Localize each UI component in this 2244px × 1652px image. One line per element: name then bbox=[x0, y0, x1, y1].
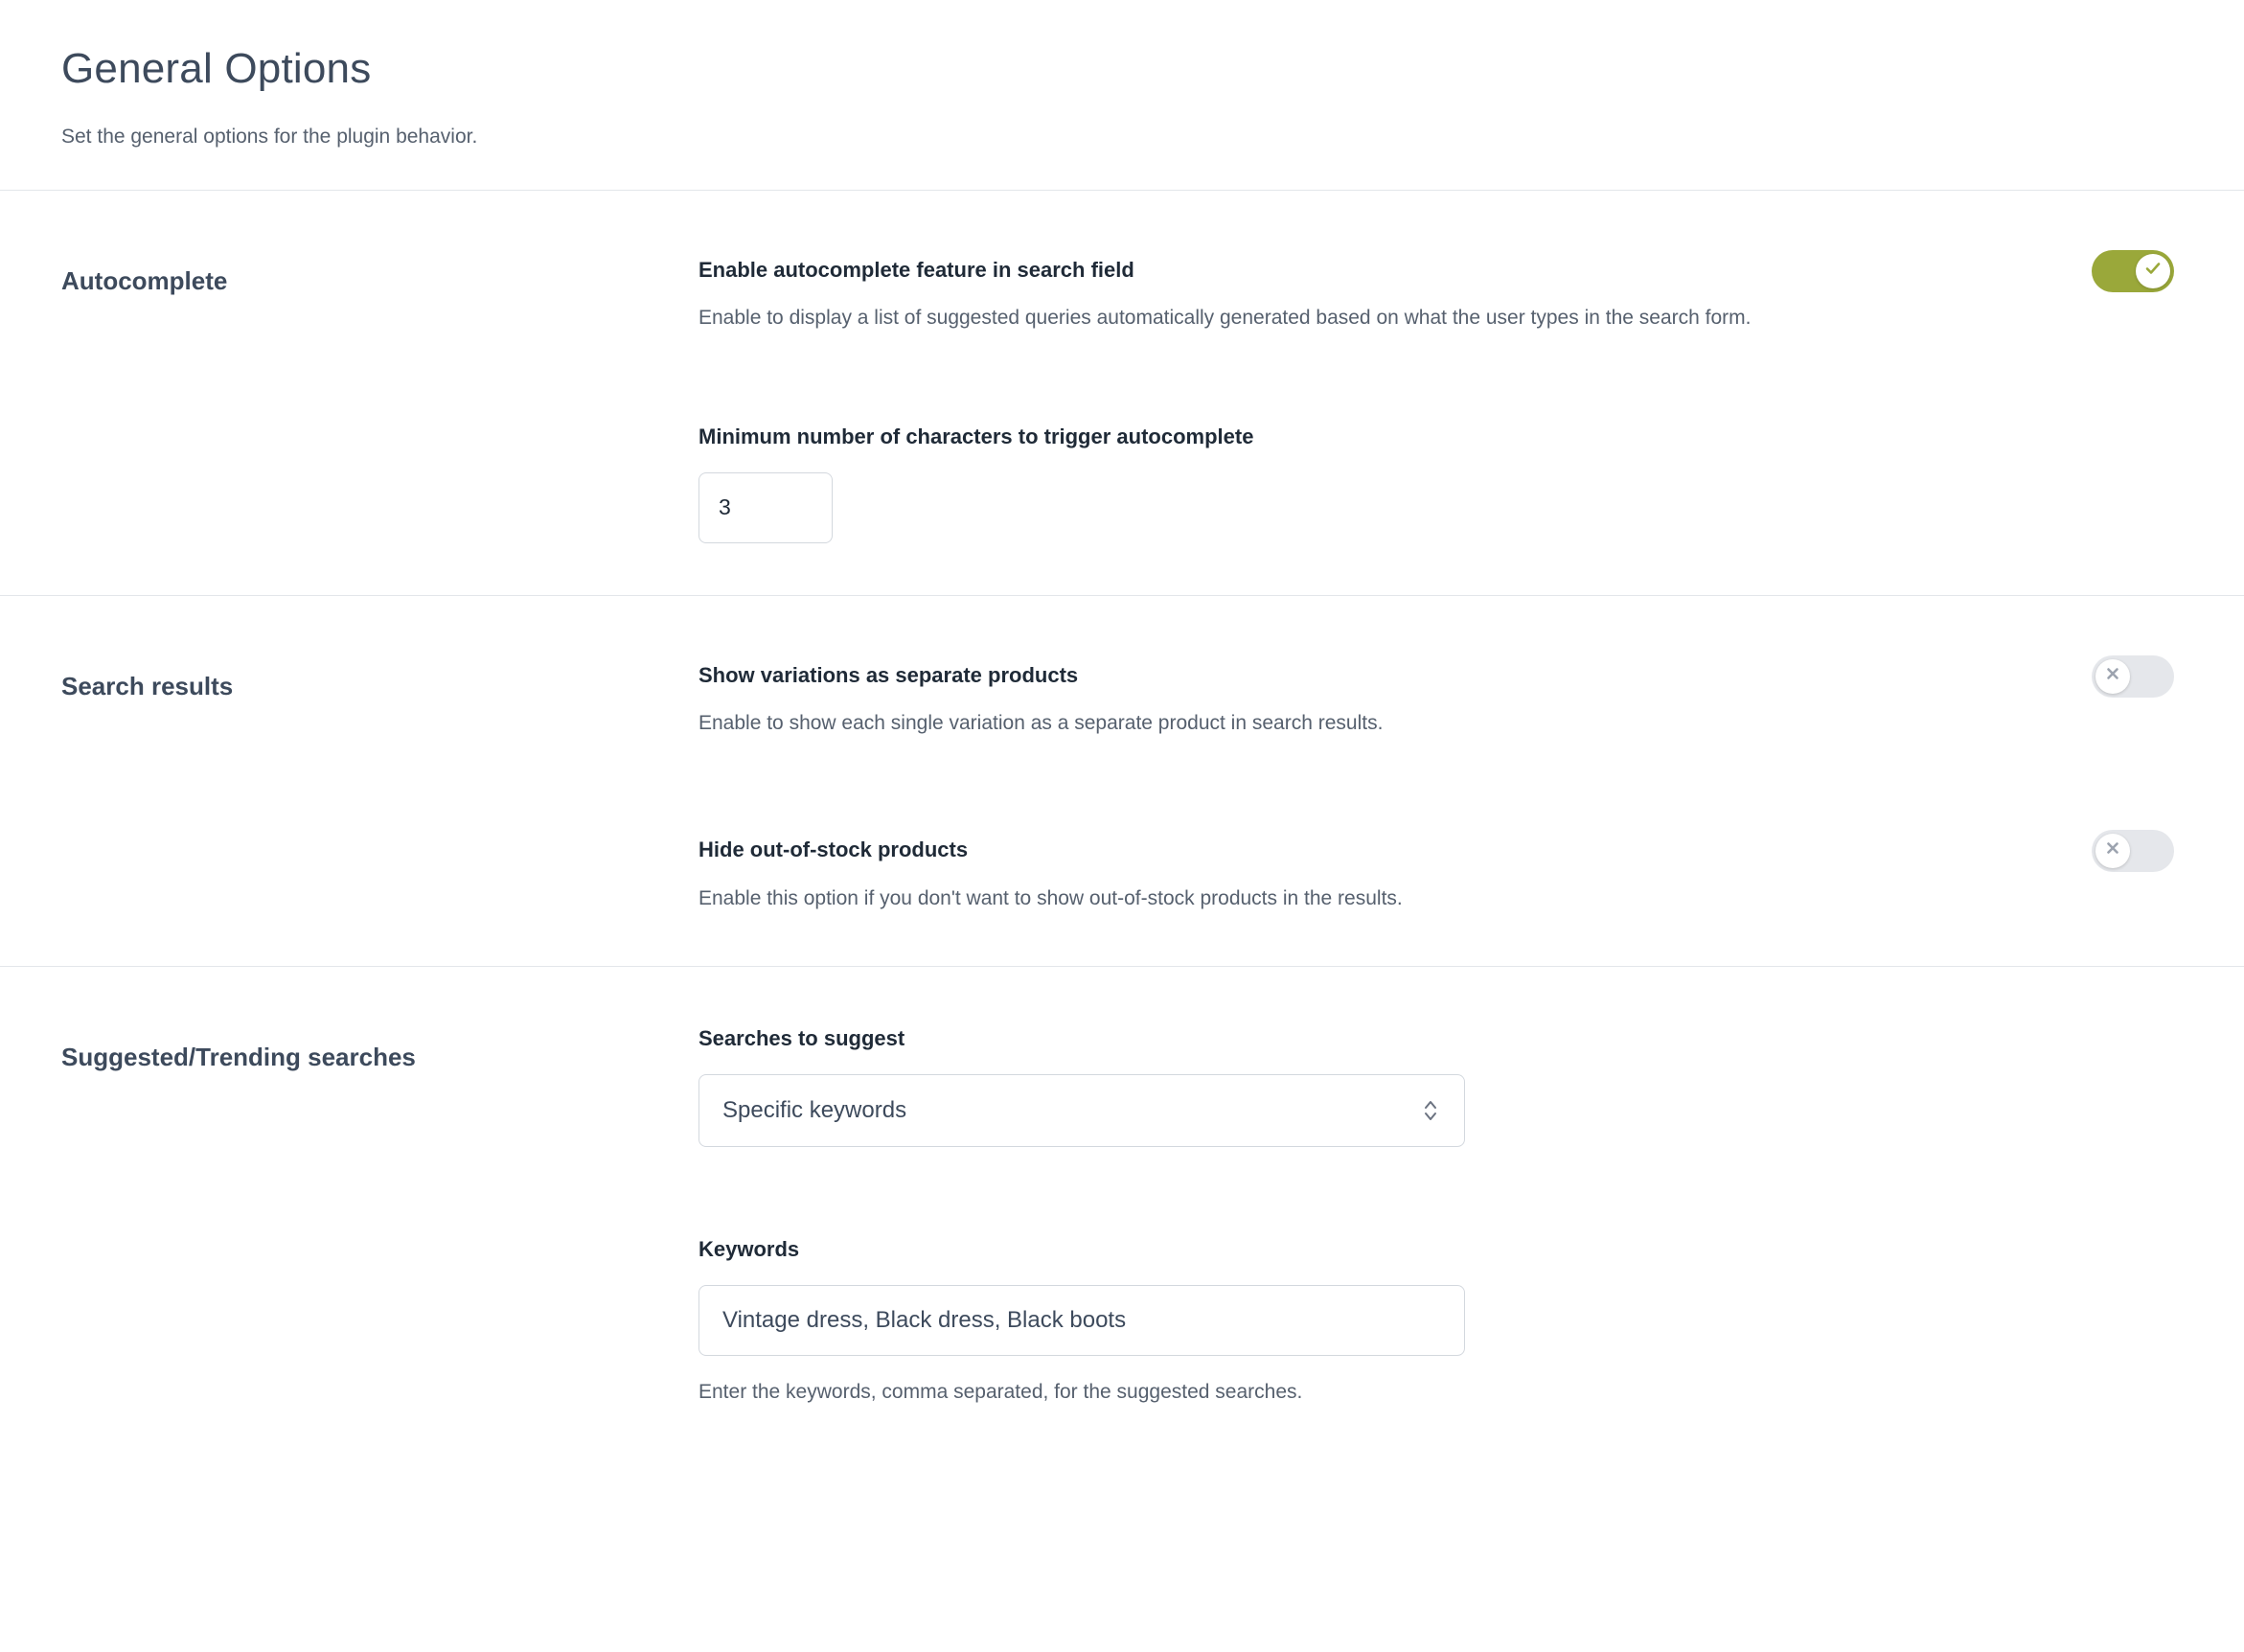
toggle-show-variations[interactable] bbox=[2092, 655, 2174, 698]
min-characters-input[interactable] bbox=[698, 472, 833, 543]
field-min-characters bbox=[698, 423, 2174, 543]
field-searches-to-suggest bbox=[698, 1024, 2174, 1147]
section-title-autocomplete: Autocomplete bbox=[61, 265, 228, 295]
field-show-variations bbox=[698, 654, 2174, 740]
field-keywords bbox=[698, 1235, 2174, 1407]
section-body-autocomplete bbox=[698, 248, 2174, 543]
searches-to-suggest-value: Specific keywords bbox=[722, 1096, 907, 1123]
toggle-knob bbox=[2136, 254, 2170, 288]
toggle-cell-show-variations bbox=[2088, 654, 2174, 698]
page-title: General Options bbox=[61, 45, 372, 92]
section-suggested-searches bbox=[0, 967, 2244, 1458]
toggle-hide-out-of-stock[interactable] bbox=[2092, 830, 2174, 872]
keywords-helper-text: Enter the keywords, comma separated, for the suggested searches. bbox=[698, 1380, 1303, 1403]
section-title-suggested-searches: Suggested/Trending searches bbox=[61, 1043, 416, 1072]
page-header bbox=[0, 0, 2244, 191]
section-search-results bbox=[0, 596, 2244, 967]
section-autocomplete bbox=[0, 191, 2244, 596]
section-body-suggested-searches bbox=[698, 1024, 2174, 1407]
toggle-enable-autocomplete[interactable] bbox=[2092, 250, 2174, 292]
toggle-cell-hide-out-of-stock bbox=[2088, 828, 2174, 872]
field-description-enable-autocomplete: Enable to display a list of suggested queries automatically generated based on what the user types in the search form. bbox=[698, 307, 1752, 330]
close-icon bbox=[2104, 839, 2121, 861]
field-label-min-characters: Minimum number of characters to trigger autocomplete bbox=[698, 424, 1254, 449]
searches-to-suggest-select[interactable] bbox=[698, 1074, 1465, 1147]
field-hide-out-of-stock bbox=[698, 828, 2174, 914]
check-icon bbox=[2143, 259, 2163, 283]
field-label-searches-to-suggest: Searches to suggest bbox=[698, 1026, 905, 1051]
toggle-cell-enable-autocomplete bbox=[2088, 248, 2174, 292]
field-label-show-variations: Show variations as separate products bbox=[698, 662, 1079, 687]
section-title-search-results: Search results bbox=[61, 671, 234, 700]
field-label-keywords: Keywords bbox=[698, 1236, 800, 1261]
toggle-knob bbox=[2095, 834, 2130, 868]
keywords-input[interactable] bbox=[698, 1285, 1465, 1356]
page-subtitle: Set the general options for the plugin behavior. bbox=[61, 126, 478, 149]
close-icon bbox=[2104, 665, 2121, 687]
toggle-knob bbox=[2095, 659, 2130, 694]
searches-to-suggest-select-wrap bbox=[698, 1074, 1465, 1147]
field-label-enable-autocomplete: Enable autocomplete feature in search field bbox=[698, 257, 1134, 282]
field-description-hide-out-of-stock: Enable this option if you don't want to show out-of-stock products in the results. bbox=[698, 886, 1403, 909]
field-enable-autocomplete bbox=[698, 248, 2174, 334]
section-body-search-results bbox=[698, 654, 2174, 914]
field-description-show-variations: Enable to show each single variation as a separate product in search results. bbox=[698, 712, 1384, 735]
field-label-hide-out-of-stock: Hide out-of-stock products bbox=[698, 837, 969, 861]
